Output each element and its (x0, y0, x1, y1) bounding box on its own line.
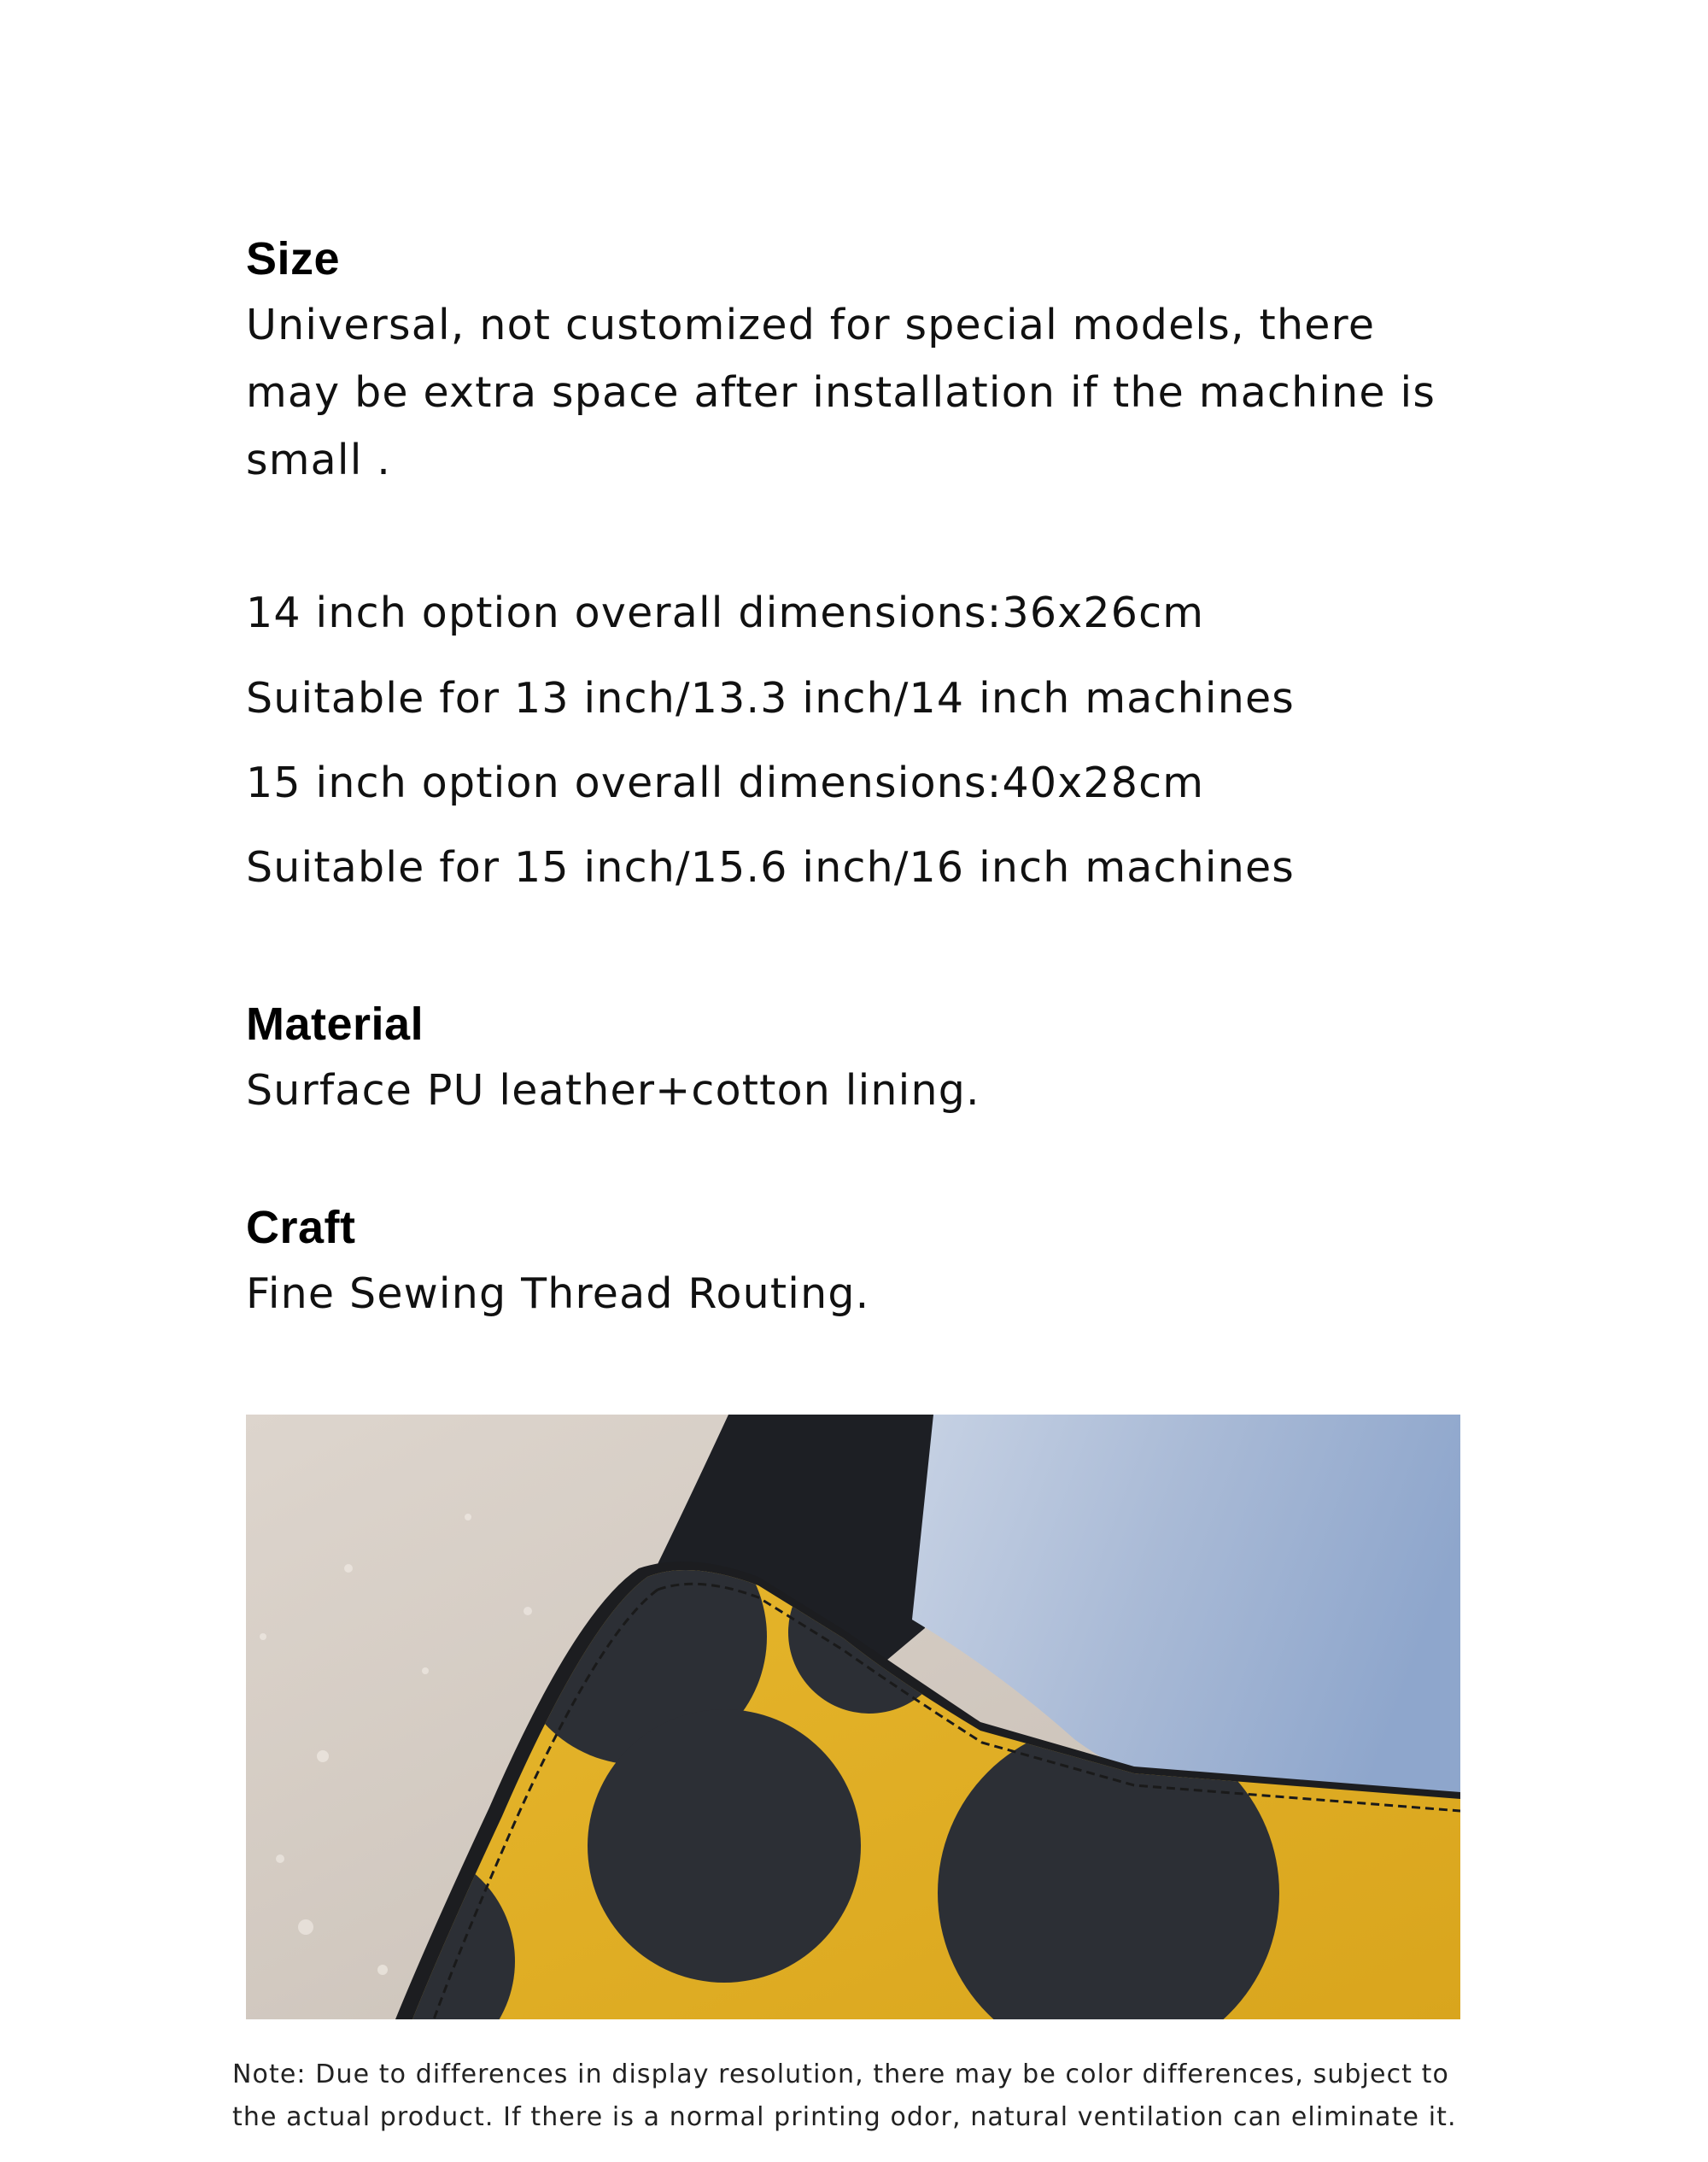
craft-text: Fine Sewing Thread Routing. (246, 1269, 870, 1318)
note-line-1: Note: Due to differences in display resolution, there may be color differences, subject to (232, 2059, 1449, 2089)
size-option-14-compatibility: Suitable for 13 inch/13.3 inch/14 inch machines (246, 674, 1296, 723)
size-option-14-dimensions: 14 inch option overall dimensions:36x26cm (246, 589, 1205, 637)
laptop-sleeve-closeup-image (246, 1415, 1460, 2019)
material-text: Surface PU leather+cotton lining. (246, 1066, 980, 1115)
size-option-15-dimensions: 15 inch option overall dimensions:40x28cm (246, 759, 1205, 807)
product-photo (246, 1415, 1460, 2019)
size-description-line-3: small . (246, 436, 392, 484)
material-heading: Material (246, 999, 424, 1050)
size-heading: Size (246, 233, 341, 284)
color-disclaimer-note (232, 2054, 1479, 2139)
size-description-line-1: Universal, not customized for special models, there (246, 301, 1376, 349)
craft-heading: Craft (246, 1202, 356, 1253)
note-line-2: the actual product. If there is a normal printing odor, natural ventilation can eliminate it. (232, 2102, 1457, 2132)
size-option-15-compatibility: Suitable for 15 inch/15.6 inch/16 inch machines (246, 843, 1296, 892)
size-description-line-2: may be extra space after installation if the machine is (246, 368, 1436, 417)
